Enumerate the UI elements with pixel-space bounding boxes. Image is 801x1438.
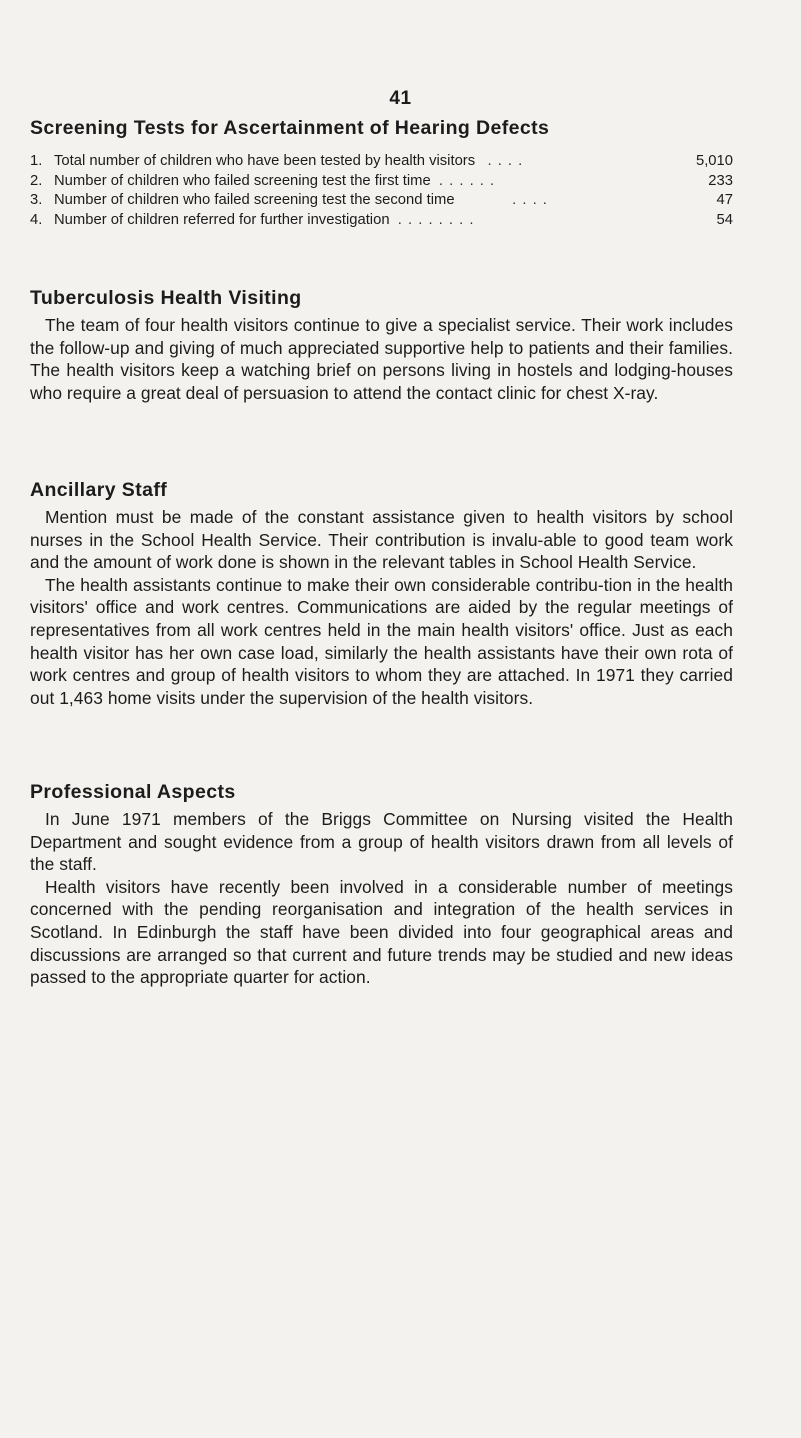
stat-label <box>54 211 673 231</box>
tuberculosis-section <box>30 286 733 404</box>
stat-number: 1. <box>30 153 43 169</box>
stat-label <box>54 172 673 192</box>
paragraph: Health visitors have recently been involved in a considerable number of meetings concerned with the pending reorganisation and integration of the health services in Scotland. In Edinburgh the staff have been divided into four geographical areas and discussions are arranged so that current and future trends may be studied and new ideas passed to the appropriate quarter for action. <box>30 876 733 988</box>
leader-dots: . . . . . . . . <box>397 211 475 228</box>
stat-label <box>54 152 673 172</box>
screening-heading: Screening Tests for Ascertainment of Hearing Defects <box>30 117 550 139</box>
screening-stat-list <box>30 152 733 230</box>
screening-section <box>30 116 733 230</box>
stat-row <box>30 152 733 172</box>
professional-section <box>30 780 733 989</box>
stat-value: 47 <box>716 192 733 208</box>
leader-dots: . . . . <box>512 192 548 208</box>
ancillary-heading: Ancillary Staff <box>30 479 168 501</box>
stat-value: 233 <box>708 172 733 189</box>
professional-heading: Professional Aspects <box>30 781 236 803</box>
paragraph: The team of four health visitors continue to give a specialist service. Their work includes the follow-up and giving of much appreciated supportive help to patients and their families. The health visitors keep a watching brief on persons living in hostels and lodging-houses who require a great deal of persuasion to attend the contact clinic for chest X-ray. <box>30 315 733 403</box>
paragraph: In June 1971 members of the Briggs Committee on Nursing visited the Health Department and sought evidence from a group of health visitors drawn from all levels of the staff. <box>30 809 733 875</box>
page-number: 41 <box>389 88 412 109</box>
paragraph: Mention must be made of the constant assistance given to health visitors by school nurses in the School Health Service. Their contribution is invalu-able to good team work and the amount of work done is shown in the relevant tables in School Health Service. <box>30 507 733 573</box>
tuberculosis-heading: Tuberculosis Health Visiting <box>30 287 302 309</box>
leader-dots: . . . . . . <box>438 172 496 189</box>
stat-number: 3. <box>30 192 43 208</box>
stat-value: 5,010 <box>695 153 733 169</box>
stat-row <box>30 191 733 211</box>
stat-label-text: Number of children who failed screening test the first time <box>54 172 431 189</box>
leader-dots: . . . . <box>487 153 524 169</box>
stat-number: 4. <box>30 211 43 228</box>
stat-label-text: Number of children who failed screening test the second time <box>54 192 455 208</box>
stat-label-text: Total number of children who have been tested by health visitors <box>54 153 476 169</box>
stat-row <box>30 172 733 192</box>
stat-label <box>54 191 673 211</box>
paragraph: The health assistants continue to make their own considerable contribu-tion in the health visitors' office and work centres. Communications are aided by the regular meetings of representatives from all work centres held in the main health visitors' office. Just as each health visitor has her own case load, similarly the health assistants have their own rota of work centres and group of health visitors to whom they are attached. In 1971 they carried out 1,463 home visits under the supervision of the health visitors. <box>30 574 733 708</box>
stat-number: 2. <box>30 172 43 189</box>
stat-value: 54 <box>716 211 733 228</box>
ancillary-section <box>30 478 733 709</box>
stat-row <box>30 211 733 231</box>
stat-label-text: Number of children referred for further investigation <box>54 211 390 228</box>
